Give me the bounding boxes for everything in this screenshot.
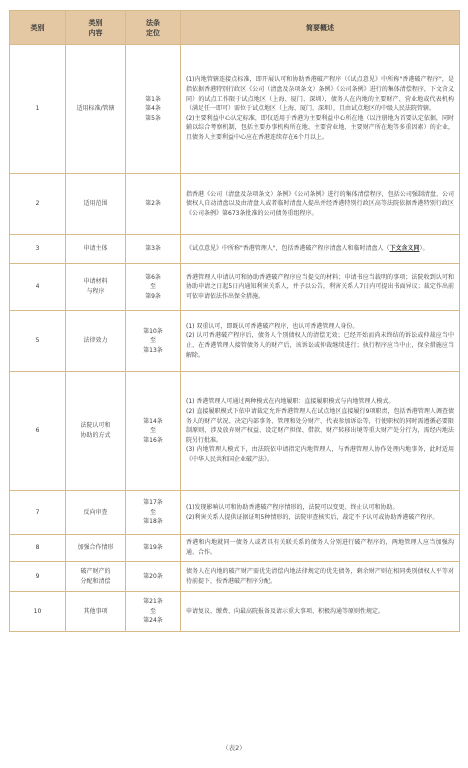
table-row (10, 372, 460, 491)
table-row (10, 535, 460, 562)
row-category: 破产财产的 分配和清偿 (66, 562, 126, 592)
row-id: 4 (10, 264, 66, 311)
summary-paragraph: (1) 双重认可，即既认可香港破产程序，也认可香港管理人身份。 (186, 322, 359, 330)
summary-paragraph: 香港管理人申请认可和协助香港破产程序应当提交的材料；申请书应当载明的事项；法院收到认可和协助申请之日起5日内通知利害关系人，并予以公告，利害关系人7日内可提出书面异议；裁定作出前可依申请依法作出保全措施。 (186, 273, 454, 300)
summary-paragraph: 《试点意见》中所称"香港管理人"，包括香港破产程序清盘人和临时清盘人（下文含义同）。 (186, 245, 429, 253)
row-clause: 第1条 第4条 第5条 (126, 45, 181, 174)
summary-paragraph: 债务人在内地的破产财产需优先清偿内地法律规定的优先债务，剩余财产则在相同类别债权人平等对待前提下，按香港破产程序分配。 (186, 567, 454, 585)
row-id: 9 (10, 562, 66, 592)
row-summary (181, 372, 460, 491)
row-id: 10 (10, 592, 66, 632)
summary-paragraph: 申请复议、缴费、向最高院报备及请示重大事项、积极沟通等原则性规定。 (186, 607, 385, 615)
summary-paragraph: (3) 内地管理人模式下，由法院依申请指定内地管理人，与香港管理人协作处理内地事务，此时适用《中华人民共和国企业破产法》。 (186, 446, 454, 463)
row-id: 1 (10, 45, 66, 174)
row-id: 3 (10, 235, 66, 264)
row-summary (181, 491, 460, 535)
table-row (10, 562, 460, 592)
row-clause: 第19条 (126, 535, 181, 562)
row-summary (181, 45, 460, 174)
row-category: 法院认可和 协助的方式 (66, 372, 126, 491)
header-category: 类别 内容 (66, 11, 126, 45)
header-summary: 简要概述 (181, 11, 460, 45)
row-clause: 第3条 (126, 235, 181, 264)
summary-paragraph: (1) 香港管理人可通过两种模式在内地履职：直接履职模式与内地管理人模式。 (186, 398, 395, 406)
table-row (10, 311, 460, 372)
table-row (10, 45, 460, 174)
summary-paragraph: 指香港《公司（清盘及杂项条文）条例》《公司条例》进行的集体清偿程序，包括公司强制清盘、公司债权人自动清盘以及由清盘人或者临时清盘人提出并经香港特别行政区高等法院依据香港特别行政区《公司条例》第673条批准的公司债务重组程序。 (186, 190, 454, 217)
row-clause: 第14条 至 第16条 (126, 372, 181, 491)
row-id: 6 (10, 372, 66, 491)
row-summary (181, 174, 460, 235)
table-caption: （表2） (222, 744, 246, 752)
row-clause: 第20条 (126, 562, 181, 592)
table-header-row (10, 11, 460, 45)
table-row (10, 592, 460, 632)
row-id: 2 (10, 174, 66, 235)
row-summary (181, 592, 460, 632)
row-summary (181, 562, 460, 592)
row-category: 申请主体 (66, 235, 126, 264)
row-category: 申请材料 与程序 (66, 264, 126, 311)
row-clause: 第6条 至 第9条 (126, 264, 181, 311)
comparison-table (9, 10, 460, 632)
row-category: 适用标准/管辖 (66, 45, 126, 174)
summary-paragraph: (1)内地管辖连接点标准，即开展认可和协助香港破产程序（《试点意见》中所称"香港破产程序"，是指依据香港特别行政区《公司（清盘及杂项条文）条例》《公司条例》进行的集体清偿程序，下文含义同）的试点工作限于试点地区（上海、厦门、深圳），债务人在内地的主要财产、营业地或代表机构（满足任一即可）需位于试点地区（上海、厦门、深圳），且由试点地区的中级人民法院管辖。 (186, 76, 454, 113)
row-id: 8 (10, 535, 66, 562)
summary-paragraph: 香港和内地就同一债务人或者具有关联关系的债务人分别进行破产程序的，两地管理人应当加强沟通、合作。 (186, 539, 454, 556)
row-summary (181, 235, 460, 264)
row-clause: 第2条 (126, 174, 181, 235)
header-clause: 法条 定位 (126, 11, 181, 45)
summary-paragraph: (2)利害关系人提供证据证明5种情形的，法院审查核实后，裁定不予认可或协助香港破产程序。 (186, 513, 439, 521)
row-category: 法律效力 (66, 311, 126, 372)
row-category: 适用范围 (66, 174, 126, 235)
summary-paragraph: (1)发现影响认可和协助香港破产程序情形的，法院可以变更、终止认可和协助。 (186, 503, 399, 511)
table-row (10, 235, 460, 264)
row-id: 5 (10, 311, 66, 372)
row-category: 其他事项 (66, 592, 126, 632)
header-id: 类别 (10, 11, 66, 45)
row-summary (181, 264, 460, 311)
row-category: 反向审查 (66, 491, 126, 535)
table-wrapper (9, 10, 459, 632)
table-row (10, 264, 460, 311)
row-summary (181, 311, 460, 372)
row-clause: 第10条 至 第13条 (126, 311, 181, 372)
summary-paragraph: (2) 直接履职模式下依申请裁定允许香港管理人在试点地区直接履行9项职责，包括香港管理人调查债务人的财产状况、决定内部事务、管理和处分财产、代表参加诉讼等，行使职权的同时需遵循必要限制原则，涉及放弃财产权益、设定财产担保、借款、财产转移出境等重大财产处分行为，需经内地法院另行批准。 (186, 408, 454, 444)
row-summary (181, 535, 460, 562)
table-body (10, 45, 460, 632)
table-row (10, 491, 460, 535)
underlined-text: 下文含义同 (389, 245, 420, 253)
row-clause: 第21条 至 第24条 (126, 592, 181, 632)
summary-paragraph: (2) 认可香港破产程序后，债务人个别债权人的清偿无效；已经开始而尚未终结的诉讼或仲裁应当中止，在香港管理人接管债务人的财产后，该诉讼或仲裁继续进行；执行程序应当中止，保全措施应当解除。 (186, 332, 454, 359)
row-clause: 第17条 至 第18条 (126, 491, 181, 535)
summary-paragraph: (2)主要利益中心认定标准，即仅适用于香港为主要利益中心所在地（以注册地为首要认定依据，同时辅以综合考察机制，包括主要办事机构所在地、主要营业地、主要财产所在地等多重因素）的企业，且债务人主要利益中心应在香港连续存在6个月以上。 (186, 114, 454, 141)
table-row (10, 174, 460, 235)
row-category: 加强合作情形 (66, 535, 126, 562)
row-id: 7 (10, 491, 66, 535)
